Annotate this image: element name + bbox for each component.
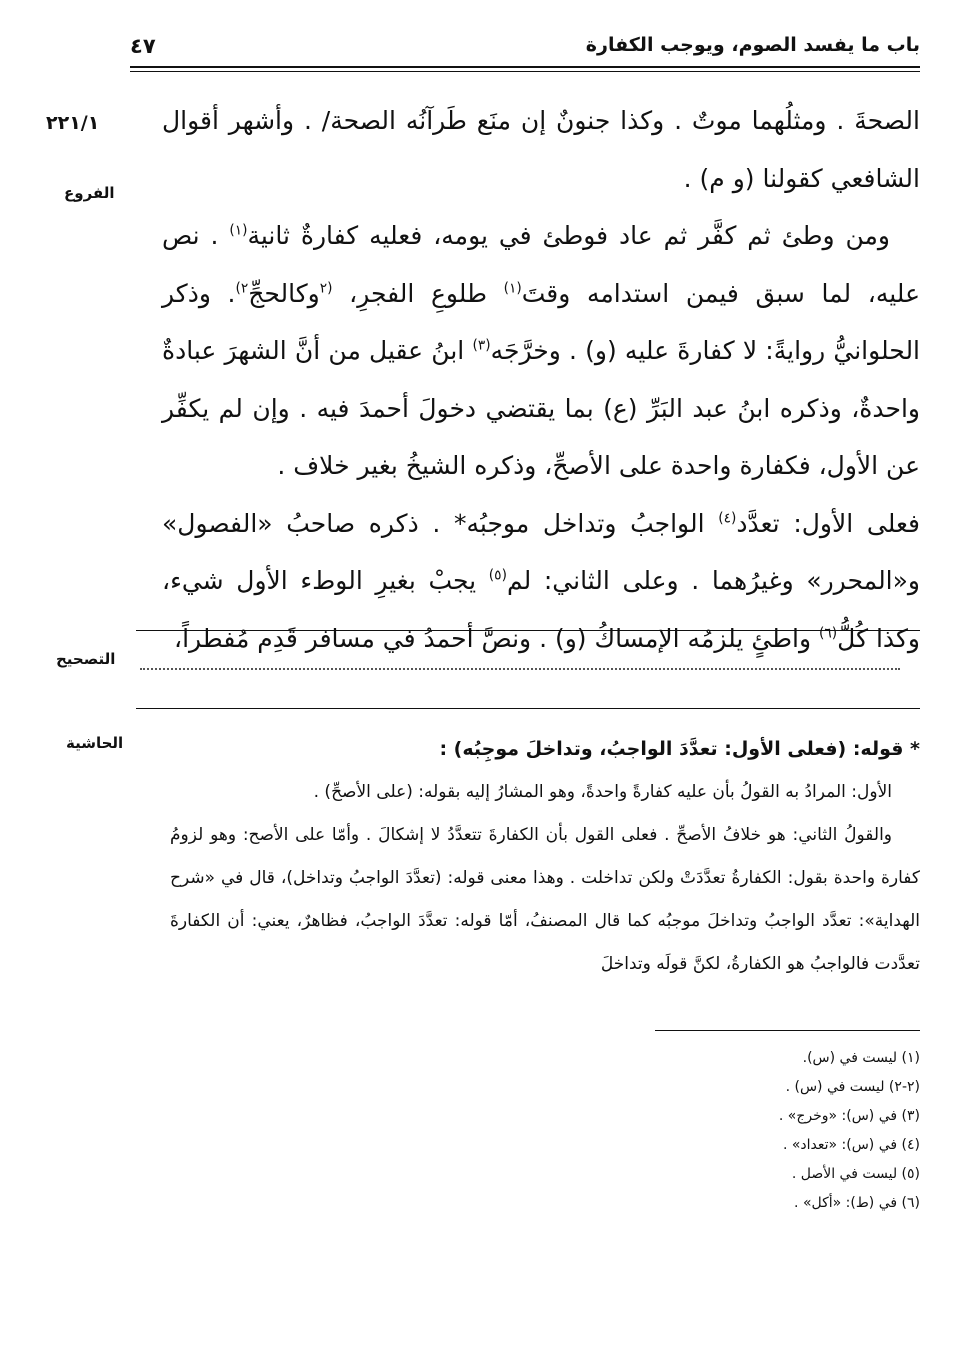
text-run: الواجبُ وتداخل موجبُه* . ذكره صاحبُ «الفصول» و«المحرر» وغيرُهما . وعلى الثاني: لم	[162, 508, 920, 595]
margin-reference: ٢٢١/١	[46, 112, 100, 134]
margin-label-hashiya: الحاشية	[66, 734, 124, 752]
footnote-item: (٣) في (س): «وخرج» .	[778, 1108, 920, 1124]
text-run: واطئٍ يلزمُه الإمساكُ (و) . ونصَّ أحمدُ في مسافر قَدِم مُفطراً،	[174, 623, 820, 653]
text-run: ومن وطئ ثم كفَّر ثم عاد فوطئ في يومه، فعليه كفارةٌ ثانية	[247, 221, 890, 250]
hashiya-text	[170, 728, 920, 986]
running-header-title: باب ما يفسد الصوم، ويوجب الكفارة	[585, 34, 920, 56]
footnote-item: (٥) ليست في الأصل .	[791, 1166, 920, 1182]
text-run: وكالحجِّ	[248, 278, 320, 308]
footnote-item: (٦) في (ط): «أكل» .	[794, 1195, 920, 1211]
footnote-marker: (١)	[503, 280, 522, 297]
header-rule-thick	[130, 66, 920, 68]
text-run: يجبْ بغيرِ الوطء الأول شيء، وكذا كُلُّ	[162, 566, 920, 653]
text-run: طلوعِ الفجرِ،	[332, 278, 504, 308]
footnote-marker: ٢)	[235, 280, 249, 297]
footnote-marker: (٢	[319, 280, 333, 297]
main-paragraph-1: الصحةَ . ومثلُهما موتٌ . وكذا جنونٌ إن منَع طَرآنُه الصحة/ . وأشهر أقوال الشافعي كقولنا (و م) .	[162, 106, 920, 193]
tashih-dotted-line	[140, 668, 900, 670]
margin-label-furu: الفروع	[64, 184, 115, 202]
main-text	[162, 92, 920, 667]
text-run: . وذكر الحلوانيُّ روايةً: لا كفارةَ عليه (و) . وخرَّجَه	[162, 278, 921, 365]
margin-label-tashih: التصحيح	[56, 650, 116, 668]
footnote-item: (٤) في (س): «تعداد» .	[782, 1137, 920, 1153]
footnote-item: (١) ليست في (س).	[802, 1050, 920, 1066]
main-paragraph-3	[162, 495, 920, 668]
hashiya-paragraph-1: الأول: المرادُ به القولُ بأن عليه كفارةً واحدةً، وهو المشارُ إليه بقوله: (على الأصحِّ) .	[313, 782, 892, 802]
footnote-marker: (٥)	[488, 567, 507, 584]
footnote-item: (٢-٢) ليست في (س) .	[785, 1079, 920, 1095]
header-rule-thin	[130, 71, 920, 72]
page-number: ٤٧	[130, 34, 156, 58]
footnotes-list	[520, 1044, 920, 1218]
tashih-rule-bottom	[136, 708, 920, 709]
tashih-rule-top	[136, 630, 920, 631]
text-run: ابنُ عقيل من أنَّ الشهرَ عبادةٌ واحدةٌ، وذكره ابنُ عبد البَرِّ (ع) بما يقتضي دخولَ أحمدَ فيه . وإن لم يكفِّر عن الأول، فكفارة واحدة على الأصحِّ، وذكره الشيخُ بغير خلاف .	[162, 336, 920, 480]
text-run: . نص عليه، لما سبق فيمن استدامه وقتَ	[162, 221, 920, 308]
hashiya-paragraph-2: والقولُ الثاني: هو خلافُ الأصحِّ . فعلى القول بأن الكفارةَ تتعدَّدُ لا إشكالَ . وأمّا على الأصح: وهو لزومُ كفارة واحدة بقول: الكفارةُ تعدَّدَتْ ولكن تداخلت . وهذا معنى قوله: (تعدَّدَ الواجبُ وتداخل)، قال في «شرح الهداية»: تعدَّد الواجبُ وتداخلَ موجبُه كما قال المصنفُ، أمّا قوله: تعدَّدَ الواجبُ، فظاهرٌ، يعني: أن الكفارةَ تعدَّدت فالواجبُ هو الكفارةُ، لكنَّ قولَه وتداخلَ	[170, 825, 920, 974]
text-run: فعلى الأول: تعدَّد	[736, 508, 920, 538]
footnote-marker: (٣)	[472, 337, 491, 354]
footnote-marker: (٤)	[718, 510, 737, 527]
hashiya-heading: * قوله: (فعلى الأول: تعدَّدَ الواجبُ، وتداخلَ موجِبُه) :	[439, 738, 920, 760]
footnote-marker: (١)	[229, 222, 248, 239]
main-paragraph-2	[162, 207, 920, 495]
footnote-marker: (٦)	[819, 625, 838, 642]
footnote-rule	[655, 1030, 920, 1031]
